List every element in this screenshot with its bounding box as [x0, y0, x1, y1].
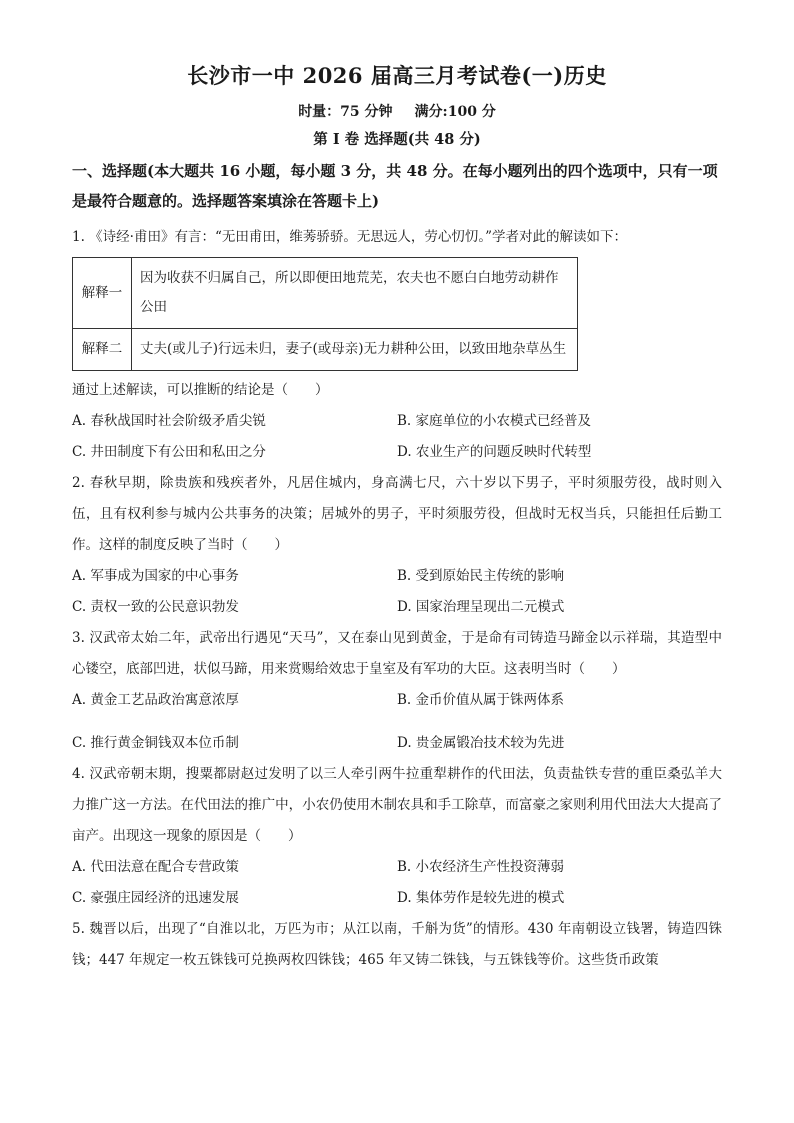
volume-heading: 第 I 卷 选择题(共 48 分)	[313, 131, 481, 148]
table-cell-label: 解释一	[73, 258, 132, 329]
options-grid	[72, 852, 722, 914]
option-d: D. 集体劳作是较先进的模式	[397, 890, 565, 906]
option-b: B. 小农经济生产性投资薄弱	[397, 859, 565, 875]
table-cell-text: 因为收获不归属自己，所以即便田地荒芜，农夫也不愿白白地劳动耕作公田	[132, 258, 578, 329]
table-row	[73, 258, 578, 329]
question-stem: 2. 春秋早期，除贵族和残疾者外，凡居住城内，身高满七尺，六十岁以下男子，平时须服劳役，战时则入伍，且有权利参与城内公共事务的决策；居城外的男子，平时须服劳役，但战时无权当兵，只能担任后勤工作。这样的制度反映了当时（ ）	[72, 475, 722, 553]
option-c: C. 责权一致的公民意识勃发	[72, 599, 239, 615]
option-b: B. 家庭单位的小农模式已经普及	[397, 413, 592, 429]
option-a: A. 黄金工艺品政治寓意浓厚	[72, 692, 239, 708]
exam-title: 长沙市一中 2026 届高三月考试卷(一)历史	[187, 63, 607, 88]
question-stem: 4. 汉武帝朝末期，搜粟都尉赵过发明了以三人牵引两牛拉重犁耕作的代田法，负责盐铁专营的重臣桑弘羊大力推广这一方法。在代田法的推广中，小农仍使用木制农具和手工除草，而富豪之家则利用代田法大大提高了亩产。出现这一现象的原因是（ ）	[72, 766, 722, 844]
interpretation-table	[72, 257, 578, 371]
options-grid	[72, 406, 722, 468]
option-a: A. 春秋战国时社会阶级矛盾尖锐	[72, 413, 266, 429]
exam-page	[72, 62, 722, 976]
option-c: C. 推行黄金铜钱双本位币制	[72, 735, 239, 751]
section-heading: 一、选择题(本大题共 16 小题，每小题 3 分，共 48 分。在每小题列出的四个选项中，只有一项是最符合题意的。选择题答案填涂在答题卡上)	[72, 162, 718, 210]
option-c: C. 井田制度下有公田和私田之分	[72, 444, 266, 460]
table-cell-text: 丈夫(或儿子)行远未归，妻子(或母亲)无力耕种公田，以致田地杂草丛生	[132, 329, 578, 371]
option-d: D. 贵金属锻冶技术较为先进	[397, 735, 565, 751]
question-ask: 通过上述解读，可以推断的结论是（ ）	[72, 382, 329, 398]
option-b: B. 金币价值从属于铢两体系	[397, 692, 565, 708]
exam-meta	[72, 102, 722, 122]
option-a: A. 军事成为国家的中心事务	[72, 568, 239, 584]
question-2	[72, 468, 722, 623]
table-cell-label: 解释二	[73, 329, 132, 371]
table-row	[73, 329, 578, 371]
option-d: D. 国家治理呈现出二元模式	[397, 599, 565, 615]
question-5	[72, 914, 722, 976]
question-stem: 1. 《诗经·甫田》有言：“无田甫田，维莠骄骄。无思远人，劳心忉忉。”学者对此的解读如下：	[72, 229, 628, 245]
question-stem: 5. 魏晋以后，出现了“自淮以北，万匹为市；从江以南，千斛为货”的情形。430 年南朝设立钱署，铸造四铢钱；447 年规定一枚五铢钱可兑换两枚四铢钱；465 年又铸二铢钱，与五铢钱等价。这些货币政策	[72, 921, 722, 968]
option-c: C. 豪强庄园经济的迅速发展	[72, 890, 239, 906]
option-d: D. 农业生产的问题反映时代转型	[397, 444, 592, 460]
question-stem: 3. 汉武帝太始二年，武帝出行遇见“天马”，又在泰山见到黄金，于是命有司铸造马蹄金以示祥瑞，其造型中心镂空，底部凹进，状似马蹄，用来赏赐给效忠于皇室及有军功的大臣。这表明当时（ ）	[72, 630, 722, 677]
question-4	[72, 759, 722, 914]
time-limit: 时量：75 分钟	[298, 104, 393, 120]
option-a: A. 代田法意在配合专营政策	[72, 859, 239, 875]
question-1	[72, 222, 722, 468]
option-b: B. 受到原始民主传统的影响	[397, 568, 565, 584]
full-score: 满分:100 分	[414, 104, 496, 120]
options-grid	[72, 685, 722, 759]
question-3	[72, 623, 722, 759]
options-grid	[72, 561, 722, 623]
